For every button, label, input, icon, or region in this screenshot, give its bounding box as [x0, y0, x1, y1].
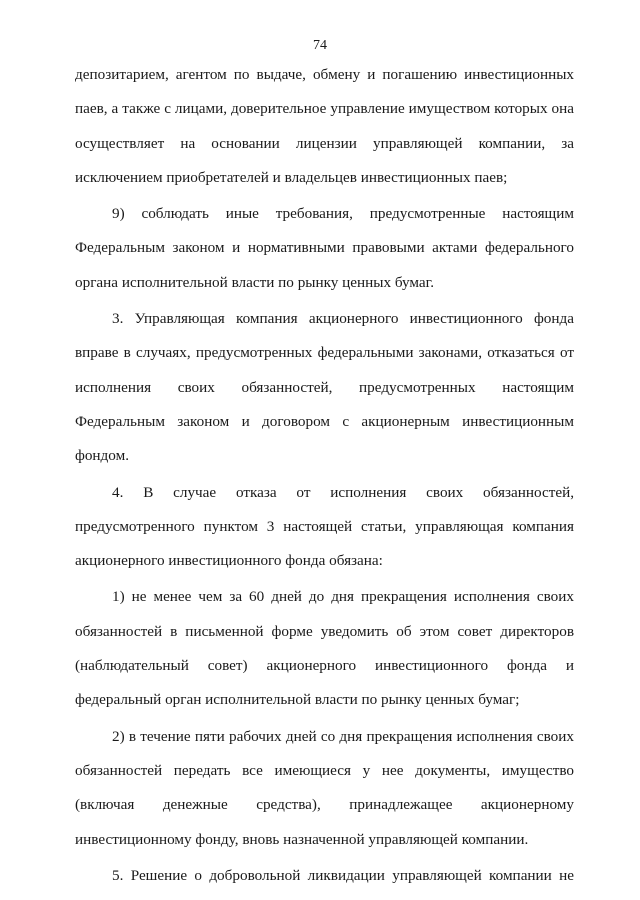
paragraph-clause-5: 5. Решение о добровольной ликвидации управляющей компании не	[112, 866, 574, 884]
page-number: 74	[313, 38, 327, 53]
paragraph-subitem-2: 2) в течение пяти рабочих дней со дня прекращения исполнения своих обязанностей передать все имеющиеся у нее документы, имущество (включая денежные средства), принадлежащее акционерному инвестиционному фонду, вновь назначенной управляющей компании.	[75, 727, 574, 848]
document-body	[75, 58, 574, 893]
paragraph-clause-3: 3. Управляющая компания акционерного инвестиционного фонда вправе в случаях, предусмотренных федеральными законами, отказаться от исполнения своих обязанностей, предусмотренных настоящим Федеральным законом и договором с акционерным инвестиционным фондом.	[75, 310, 574, 465]
paragraph-continuation: депозитарием, агентом по выдаче, обмену и погашению инвестиционных паев, а также с лицами, доверительное управление имуществом которых она осуществляет на основании лицензии управляющей компании, за исключением приобретателей и владельцев инвестиционных паев;	[75, 66, 574, 186]
paragraph-clause-4: 4. В случае отказа от исполнения своих обязанностей, предусмотренного пунктом 3 настоящей статьи, управляющая компания акционерного инвестиционного фонда обязана:	[75, 483, 574, 570]
paragraph-item-9: 9) соблюдать иные требования, предусмотренные настоящим Федеральным законом и нормативными правовыми актами федерального органа исполнительной власти по рынку ценных бумаг.	[75, 205, 574, 291]
paragraph-subitem-1: 1) не менее чем за 60 дней до дня прекращения исполнения своих обязанностей в письменной форме уведомить об этом совет директоров (наблюдательный совет) акционерного инвестиционного фонда и федеральный орган исполнительной власти по рынку ценных бумаг;	[75, 588, 574, 709]
